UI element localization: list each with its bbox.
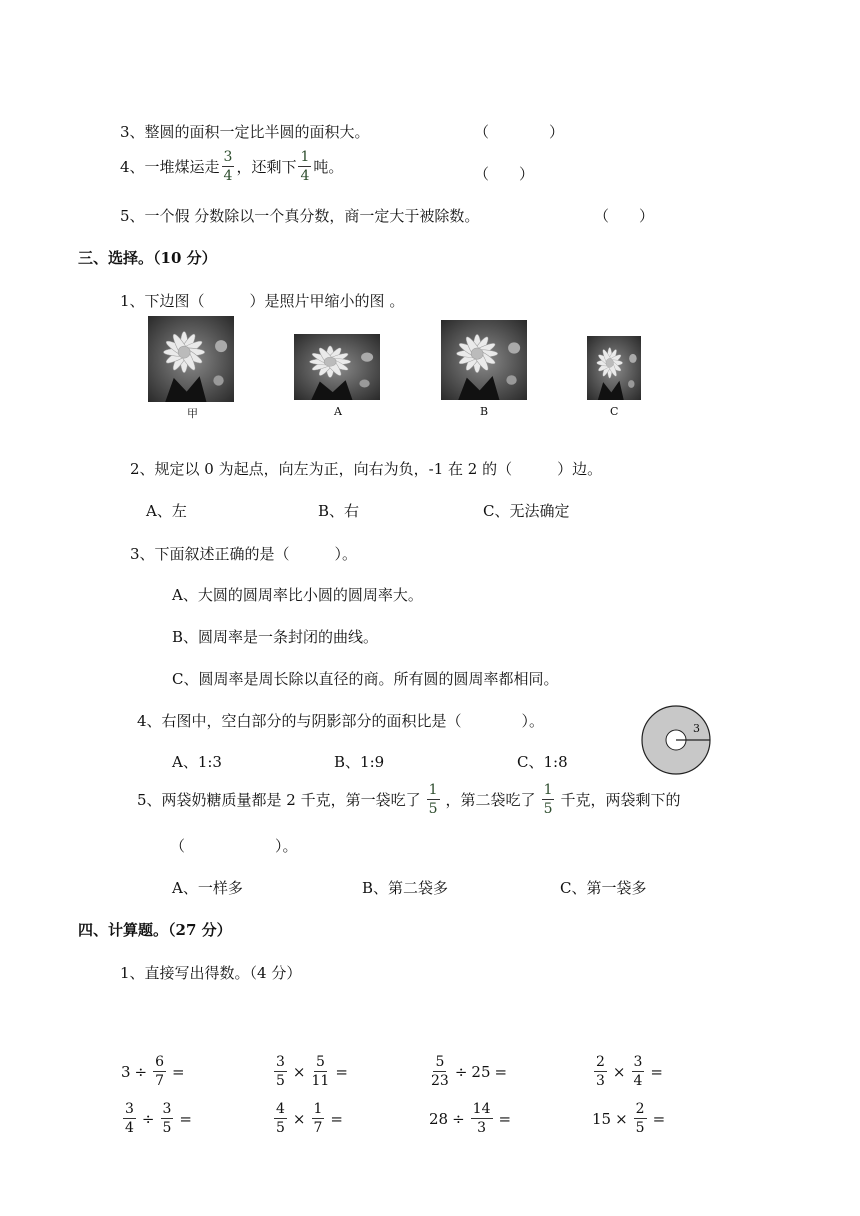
photo-c [587, 336, 641, 400]
photo-label-b: B [480, 405, 489, 418]
s3-q3-option-a[interactable]: A、大圆的圆周率比小圆的圆周率大。 [172, 586, 423, 604]
judge-q3 [120, 121, 370, 142]
equals-sign: = [335, 1062, 348, 1081]
annulus-icon [640, 704, 712, 776]
judge-q4-blank[interactable]: （ ） [474, 165, 535, 183]
denominator: 5 [162, 1120, 172, 1136]
photo-label-jia: 甲 [187, 407, 198, 420]
expression [272, 1055, 352, 1088]
fraction [471, 1102, 493, 1135]
denominator: 4 [300, 168, 310, 184]
s3-q5-option-a[interactable]: A、一样多 [172, 879, 243, 897]
operand: 28 [429, 1109, 449, 1128]
denominator: 5 [276, 1120, 285, 1136]
s3-q3-option-c[interactable]: C、圆周率是周长除以直径的商。所有圆的圆周率都相同。 [172, 670, 559, 688]
flower-image-icon [294, 334, 380, 400]
expression [592, 1102, 669, 1135]
denominator: 5 [543, 801, 553, 817]
equals-sign: = [330, 1109, 343, 1128]
numerator: 14 [472, 1101, 491, 1117]
s3-q4-option-a[interactable]: A、1:3 [172, 753, 222, 771]
numerator: 3 [223, 149, 233, 165]
fraction [222, 150, 235, 183]
s3-q5 [137, 783, 681, 816]
fraction [312, 1055, 330, 1088]
denominator: 11 [311, 1073, 330, 1089]
judge-q5-blank[interactable]: （ ） [594, 207, 655, 225]
judge-q3-text: 3、整圆的面积一定比半圆的面积大。 [120, 123, 370, 141]
fraction [312, 1102, 325, 1135]
numerator: 1 [300, 149, 310, 165]
operand: 15 [592, 1109, 612, 1128]
judge-q4-pre: 4、一堆煤运走 [120, 158, 220, 176]
s3-q2-option-a[interactable]: A、左 [146, 502, 187, 520]
judge-q4-mid: ，还剩下 [236, 158, 297, 176]
operator: ÷ [454, 1062, 468, 1081]
numerator: 4 [276, 1101, 285, 1117]
denominator: 4 [223, 168, 233, 184]
denominator: 5 [276, 1073, 285, 1089]
equals-sign: = [172, 1062, 185, 1081]
numerator: 5 [435, 1054, 445, 1070]
s4-q1-text: 1、直接写出得数。（4 分） [120, 964, 302, 982]
fraction [274, 1055, 287, 1088]
section4-title: 四、计算题。（27 分） [78, 921, 232, 939]
judge-q4-post: 吨。 [313, 158, 344, 176]
denominator: 7 [155, 1073, 165, 1089]
numerator: 1 [543, 782, 553, 798]
equals-sign: = [494, 1062, 508, 1081]
s3-q5-option-c[interactable]: C、第一袋多 [560, 879, 647, 897]
s3-q5-pre: 5、两袋奶糖质量都是 2 千克，第一袋吃了 [137, 791, 421, 809]
s3-q1-text: 1、下边图（ ）是照片甲缩小的图 。 [120, 292, 405, 310]
flower-image-icon [148, 316, 234, 402]
s3-q3-text: 3、下面叙述正确的是（ ）。 [130, 545, 358, 563]
operand: 25 [471, 1062, 491, 1081]
s3-q5-post: 千克，两袋剩下的 [560, 791, 681, 809]
operator: × [292, 1062, 306, 1081]
fraction [431, 1055, 449, 1088]
fraction [153, 1055, 166, 1088]
photo-label-c: C [610, 405, 619, 418]
judge-q3-blank[interactable]: （ ） [474, 123, 565, 141]
operator: × [292, 1109, 306, 1128]
denominator: 3 [596, 1073, 605, 1089]
fraction [632, 1055, 645, 1088]
fraction [298, 150, 311, 183]
expression [429, 1102, 515, 1135]
denominator: 4 [633, 1073, 643, 1089]
section3-title: 三、选择。（10 分） [78, 249, 217, 267]
expression [592, 1055, 667, 1088]
s3-q3-option-b[interactable]: B、圆周率是一条封闭的曲线。 [172, 628, 379, 646]
operator: ÷ [134, 1062, 148, 1081]
flower-image-icon [441, 320, 527, 400]
equals-sign: = [498, 1109, 512, 1128]
radius-label: 3 [693, 722, 700, 735]
numerator: 1 [313, 1101, 323, 1117]
photo-a [294, 334, 380, 400]
fraction [161, 1102, 174, 1135]
photo-label-a: A [334, 405, 342, 418]
denominator: 3 [477, 1120, 487, 1136]
expression [272, 1102, 347, 1135]
denominator: 7 [313, 1120, 323, 1136]
numerator: 3 [633, 1054, 643, 1070]
s3-q4-text: 4、右图中，空白部分的与阴影部分的面积比是（ ）。 [137, 712, 545, 730]
fraction [123, 1102, 136, 1135]
s3-q5-mid: ，第二袋吃了 [445, 791, 536, 809]
operator: ÷ [452, 1109, 465, 1128]
denominator: 4 [125, 1120, 134, 1136]
numerator: 1 [428, 782, 438, 798]
operator: × [615, 1109, 628, 1128]
fraction [542, 783, 555, 816]
s3-q5-blank[interactable]: （ ）。 [170, 837, 298, 855]
expression [429, 1055, 511, 1088]
fraction [427, 783, 440, 816]
s3-q2-option-c[interactable]: C、无法确定 [483, 502, 570, 520]
equals-sign: = [650, 1062, 663, 1081]
denominator: 23 [431, 1073, 449, 1089]
numerator: 3 [162, 1101, 172, 1117]
fraction [274, 1102, 287, 1135]
s3-q5-option-b[interactable]: B、第二袋多 [362, 879, 449, 897]
s3-q2-option-b[interactable]: B、右 [318, 502, 360, 520]
operator: ÷ [141, 1109, 155, 1128]
fraction [634, 1102, 647, 1135]
denominator: 5 [428, 801, 438, 817]
fraction [594, 1055, 607, 1088]
numerator: 5 [315, 1054, 325, 1070]
annulus-figure [640, 704, 712, 776]
equals-sign: = [179, 1109, 192, 1128]
numerator: 2 [635, 1101, 645, 1117]
photo-b [441, 320, 527, 400]
photo-jia [148, 316, 234, 402]
numerator: 3 [125, 1101, 134, 1117]
judge-q4 [120, 150, 343, 183]
s3-q4-option-b[interactable]: B、1:9 [334, 753, 385, 771]
flower-image-icon [587, 336, 641, 400]
s3-q2-text: 2、规定以 0 为起点，向左为正，向右为负，-1 在 2 的（ ）边。 [130, 460, 603, 478]
equals-sign: = [652, 1109, 666, 1128]
expression [121, 1055, 189, 1088]
numerator: 3 [276, 1054, 285, 1070]
operator: × [612, 1062, 626, 1081]
denominator: 5 [635, 1120, 645, 1136]
s3-q4-option-c[interactable]: C、1:8 [517, 753, 568, 771]
expression [121, 1102, 196, 1135]
judge-q5-text: 5、一个假 分数除以一个真分数，商一定大于被除数。 [120, 207, 480, 225]
numerator: 2 [596, 1054, 605, 1070]
operand: 3 [121, 1062, 131, 1081]
numerator: 6 [155, 1054, 165, 1070]
